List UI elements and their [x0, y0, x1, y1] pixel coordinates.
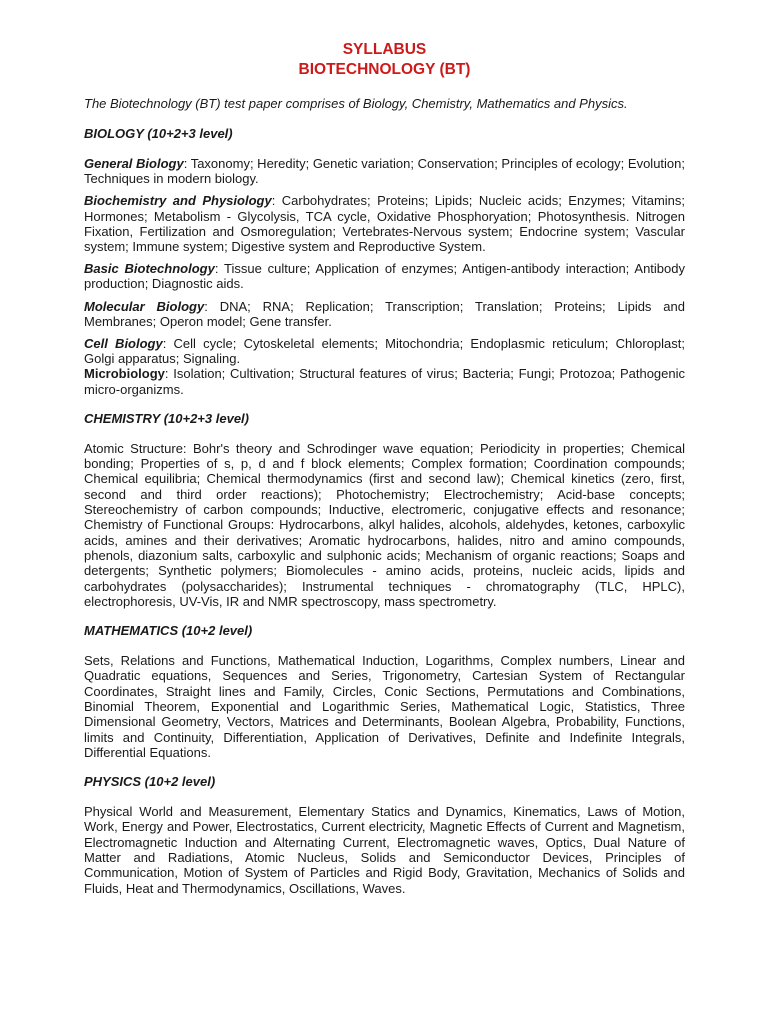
topic-text: : DNA; RNA; Replication; Transcription; Translation; Proteins; Lipids and Membranes; Operon model; Gene transfer. [84, 298, 685, 329]
topic-term: Basic Biotechnology [84, 261, 215, 277]
topic-general-biology [84, 156, 685, 186]
topic-text: : Carbohydrates; Proteins; Lipids; Nucleic acids; Enzymes; Vitamins; Hormones; Metabolism - Glycolysis, TCA cycle, Oxidative Phosphoryation; Photosynthesis. Nitrogen Fixation, Fertilization and Osmoregulation; Vertebrates-Nervous system; Endocrine system; Vascular system; Immune system; Digestive system and Reproductive System. [84, 193, 685, 255]
topic-text: : Cell cycle; Cytoskeletal elements; Mitochondria; Endoplasmic reticulum; Chloroplast; Golgi apparatus; Signaling. [84, 336, 685, 367]
topic-term: Molecular Biology [84, 298, 205, 314]
topic-term: Biochemistry and Physiology [84, 193, 272, 209]
biology-section [84, 126, 685, 397]
physics-heading: PHYSICS (10+2 level) [84, 774, 216, 790]
topic-term: Cell Biology [84, 336, 163, 352]
physics-text: Physical World and Measurement, Elementary Statics and Dynamics, Kinematics, Laws of Motion, Work, Energy and Power, Electrostatics, Current electricity, Magnetic Effects of Current and Magnetism, Electromagnetic Induction and Alternating Current, Electromagnetic waves, Optics, Dual Nature of Matter and Radiations, Atomic Nucleus, Solids and Semiconductor Devices, Principles of Communication, Motion of System of Particles and Rigid Body, Gravitation, Mechanics of Solids and Fluids, Heat and Thermodynamics, Oscillations, Waves. [84, 804, 685, 896]
topic-molecular-biology [84, 299, 685, 329]
topic-term: Microbiology [84, 366, 165, 382]
topic-biochemistry [84, 193, 685, 254]
title-line-syllabus: SYLLABUS [342, 41, 427, 58]
topic-text: : Tissue culture; Application of enzymes; Antigen-antibody interaction; Antibody production; Diagnostic aids. [84, 261, 685, 292]
chemistry-text: Atomic Structure: Bohr's theory and Schrodinger wave equation; Periodicity in properties; Chemical bonding; Properties of s, p, d and f block elements; Complex formation; Coordination compounds; Chemical equilibria; Chemical thermodynamics (first and second law); Chemical kinetics (zero, first, second and third order reactions); Photochemistry; Electrochemistry; Acid-base concepts; Stereochemistry of carbon compounds; Inductive, electromeric, conjugative effects and resonance; Chemistry of Functional Groups: Hydrocarbons, alkyl halides, alcohols, aldehydes, ketones, carboxylic acids, amines and their derivatives; Aromatic hydrocarbons, halides, nitro and amino compounds, phenols, diazonium salts, carboxylic and sulphonic acids; Mechanism of organic reactions; Soaps and detergents; Synthetic polymers; Biomolecules - amino acids, proteins, nucleic acids, lipids and carbohydrates (polysaccharides); Instrumental techniques - chromatography (TLC, HPLC), electrophoresis, UV-Vis, IR and NMR spectroscopy, mass spectrometry. [84, 440, 685, 609]
biology-heading: BIOLOGY (10+2+3 level) [84, 126, 233, 141]
mathematics-heading: MATHEMATICS (10+2 level) [84, 623, 253, 639]
document-title [84, 40, 685, 80]
physics-section [84, 774, 685, 896]
topic-basic-biotechnology [84, 261, 685, 291]
title-line-subject: BIOTECHNOLOGY (BT) [298, 61, 471, 78]
mathematics-text: Sets, Relations and Functions, Mathematical Induction, Logarithms, Complex numbers, Linear and Quadratic equations, Sequences and Series, Trigonometry, Cartesian System of Rectangular Coordinates, Straight lines and Family, Circles, Conic Sections, Permutations and Combinations, Binomial Theorem, Exponential and Logarithmic Series, Mathematical Logic, Statistics, Three Dimensional Geometry, Vectors, Matrices and Determinants, Boolean Algebra, Probability, Functions, limits and Continuity, Differentiation, Application of Derivatives, Definite and Indefinite Integrals, Differential Equations. [84, 653, 685, 760]
topic-text: : Isolation; Cultivation; Structural features of virus; Bacteria; Fungi; Protozoa; Pathogenic micro-organizms. [84, 366, 685, 397]
topic-microbiology [84, 366, 685, 396]
chemistry-heading: CHEMISTRY (10+2+3 level) [84, 410, 249, 426]
intro-text: The Biotechnology (BT) test paper comprises of Biology, Chemistry, Mathematics and Physics. [84, 96, 628, 111]
chemistry-section [84, 411, 685, 609]
topic-term: General Biology [84, 156, 184, 171]
topic-text: : Taxonomy; Heredity; Genetic variation; Conservation; Principles of ecology; Evolution; Techniques in modern biology. [84, 156, 685, 187]
topic-cell-biology [84, 336, 685, 366]
mathematics-section [84, 623, 685, 760]
